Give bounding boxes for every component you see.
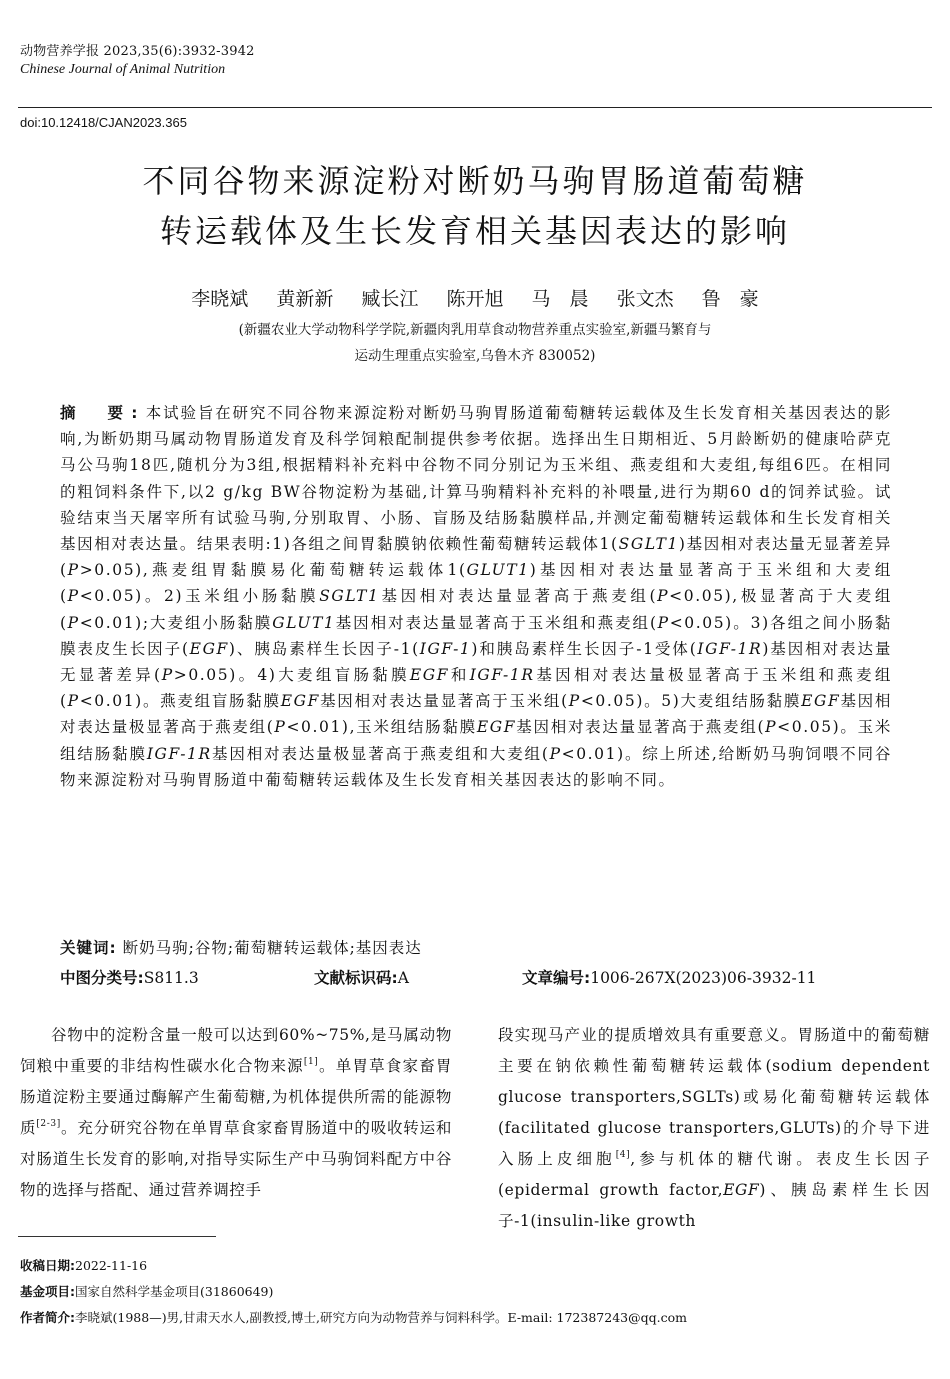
abstract [60,400,892,793]
journal-name-en: Chinese Journal of Animal Nutrition [20,62,226,77]
author: 李晓斌 [191,288,249,310]
abstract-italic-term: GLUT1 [272,613,336,632]
keywords-label: 关键词: [60,939,117,957]
abstract-text: <0.05)。3)各组之间小肠黏膜表皮生长因子( [60,613,892,658]
title-line-2: 转运载体及生长发育相关基因表达的影响 [159,212,790,250]
keywords-text: 断奶马驹;谷物;葡萄糖转运载体;基因表达 [116,939,422,957]
clc-value: S811.3 [143,969,199,987]
abstract-text: <0.05)。2)玉米组小肠黏膜 [79,587,320,606]
author: 臧长江 [361,288,419,310]
abstract-italic-term: P [67,561,80,580]
abstract-text: )基因相对表达量无显著差异( [60,535,892,580]
fund-label: 基金项目: [20,1284,75,1299]
abstract-italic-term: EGF [189,639,229,658]
body-text: 。充分研究谷物在单胃草食家畜胃肠道中的吸收转运和对肠道生长发育的影响,对指导实际生产中马驹饲料配方中谷物的选择与搭配、通过营养调控手 [20,1119,452,1199]
doc-code-label: 文献标识码: [314,969,398,987]
footnote-rule [18,1236,216,1237]
doi[interactable]: doi:10.12418/CJAN2023.365 [20,115,187,130]
article-number-value: 1006-267X(2023)06-3932-11 [590,969,817,987]
received-value: 2022-11-16 [75,1258,148,1273]
abstract-text: )和胰岛素样生长因子-1受体( [471,639,698,658]
received-label: 收稿日期: [20,1258,75,1273]
abstract-text: 基因相对表达量显著高于燕麦组( [516,718,766,737]
abstract-text: 基因相对表达量显著高于玉米组( [319,692,569,711]
abstract-italic-term: GLUT1 [466,561,530,580]
abstract-label: 摘 要: [60,404,146,422]
article-number [522,966,816,988]
abstract-text: <0.05)。5)大麦组结肠黏膜 [580,692,802,711]
abstract-italic-term: EGF [280,692,320,711]
abstract-italic-term: P [657,587,670,606]
abstract-text: <0.01);大麦组小肠黏膜 [79,613,273,632]
abstract-italic-term: SGLT1 [319,587,380,606]
abstract-italic-term: P [549,744,562,763]
abstract-italic-term: IGF-1R [146,744,212,763]
author-bio-value: 李晓斌(1988—)男,甘肃天水人,副教授,博士,研究方向为动物营养与饲料科学。E-mail: 172387243@qq.com [75,1310,687,1325]
abstract-italic-term: P [67,692,80,711]
article-number-label: 文章编号: [522,969,591,987]
body-text: 谷物中的淀粉含量一般可以达到60%~75%,是马属动物饲粮中重要的非结构性碳水化合物来源 [20,1026,452,1075]
abstract-italic-term: EGF [409,666,450,685]
body-text: )、胰岛素样生长因子-1(insulin-like growth [498,1181,930,1230]
abstract-body [60,404,892,789]
abstract-text: )基因相对表达量显著高于玉米组和大麦组( [60,561,892,606]
abstract-italic-term: P [67,613,80,632]
abstract-text: 基因相对表达量极显著高于燕麦组( [60,692,892,737]
clc-number [60,966,199,988]
citation-ref[interactable]: [4] [615,1150,631,1160]
body-text: ,参与机体的糖代谢。表皮生长因子(epidermal growth factor, [498,1150,930,1199]
gene-name: EGF [723,1181,760,1199]
abstract-text: <0.01)。综上所述,给断奶马驹饲喂不同谷物来源淀粉对马驹胃肠道中葡萄糖转运载体及生长发育相关基因表达的影响不同。 [60,744,892,789]
abstract-text: >0.05),燕麦组胃黏膜易化葡萄糖转运载体1( [79,561,467,580]
abstract-italic-term: P [657,613,670,632]
abstract-italic-term: P [274,718,287,737]
abstract-italic-term: SGLT1 [618,535,679,554]
abstract-text: 基因相对表达量极显著高于玉米组和燕麦组( [60,666,893,711]
abstract-text: <0.01),玉米组结肠黏膜 [286,718,477,737]
author-list [0,284,950,311]
body-column-right [498,1020,930,1237]
abstract-text: 基因相对表达量显著高于玉米组和燕麦组( [335,613,658,632]
clc-label: 中图分类号: [60,969,144,987]
abstract-text: )、胰岛素样生长因子-1( [228,639,420,658]
author: 黄新新 [276,288,334,310]
author: 陈开旭 [446,288,504,310]
abstract-italic-term: IGF-1R [697,639,763,658]
author: 鲁 豪 [701,288,759,310]
abstract-text: <0.05)。玉米组结肠黏膜 [60,718,892,763]
citation-ref[interactable]: [1] [303,1057,319,1067]
title-line-1: 不同谷物来源淀粉对断奶马驹胃肠道葡萄糖 [142,162,808,200]
citation-ref[interactable]: [2-3] [36,1119,61,1129]
body-column-left [20,1020,452,1206]
abstract-italic-term: EGF [801,692,841,711]
footnote-fund [20,1282,273,1300]
abstract-italic-term: P [161,666,174,685]
abstract-text: 和 [449,666,470,685]
footnote-received [20,1256,147,1274]
abstract-italic-term: P [67,587,80,606]
abstract-italic-term: IGF-1 [419,639,472,658]
abstract-text: 基因相对表达量极显著高于燕麦组和大麦组( [211,744,550,763]
journal-citation-cn: 动物营养学报 2023,35(6):3932-3942 [20,44,255,59]
abstract-italic-term: IGF-1R [469,666,535,685]
abstract-italic-term: EGF [476,718,517,737]
author-bio-label: 作者简介: [20,1310,75,1325]
doc-code [314,966,409,988]
footnote-author [20,1308,687,1326]
abstract-italic-term: P [568,692,581,711]
abstract-text: 基因相对表达量显著高于燕麦组( [379,587,658,606]
abstract-text: )基因相对表达量无显著差异( [60,639,892,685]
keywords [60,936,422,958]
affiliation-line-2: 运动生理重点实验室,乌鲁木齐 830052) [354,348,596,364]
doc-code-value: A [397,969,409,987]
body-text: 段实现马产业的提质增效具有重要意义。胃肠道中的葡萄糖主要在钠依赖性葡萄糖转运载体(sodium dependent glucose transporters,SGLTs)或易化葡萄糖转运载体(facilitated glucose transporters,GLUTs)的介导下进入肠上皮细胞 [498,1026,930,1168]
abstract-text: >0.05)。4)大麦组盲肠黏膜 [173,666,410,685]
author: 张文杰 [616,288,674,310]
fund-value: 国家自然科学基金项目(31860649) [75,1284,274,1299]
abstract-text: <0.05),极显著高于大麦组( [60,587,892,632]
author: 马 晨 [531,288,589,310]
abstract-text: <0.01)。燕麦组盲肠黏膜 [79,692,281,711]
header-rule [18,107,932,108]
body-text: 。单胃草食家畜胃肠道淀粉主要通过酶解产生葡萄糖,为机体提供所需的能源物质 [20,1057,452,1137]
abstract-text: 本试验旨在研究不同谷物来源淀粉对断奶马驹胃肠道葡萄糖转运载体及生长发育相关基因表达的影响,为断奶期马属动物胃肠道发育及科学饲粮配制提供参考依据。选择出生日期相近、5月龄断奶的健康哈萨克马公马驹18匹,随机分为3组,根据精料补充料中谷物不同分别记为玉米组、燕麦组和大麦组,每组6匹。在相同的粗饲料条件下,以2 g/kg BW谷物淀粉为基础,计算马驹精料补充料的补喂量,进行为期60 d的饲养试验。试验结束当天屠宰所有试验马驹,分别取胃、小肠、盲肠及结肠黏膜样品,并测定葡萄糖转运载体和生长发育相关基因相对表达量。结果表明:1)各组之间胃黏膜钠依赖性葡萄糖转运载体1( [60,404,892,554]
affiliation-line-1: (新疆农业大学动物科学学院,新疆肉乳用草食动物营养重点实验室,新疆马繁育与 [238,322,712,338]
abstract-italic-term: P [765,718,778,737]
